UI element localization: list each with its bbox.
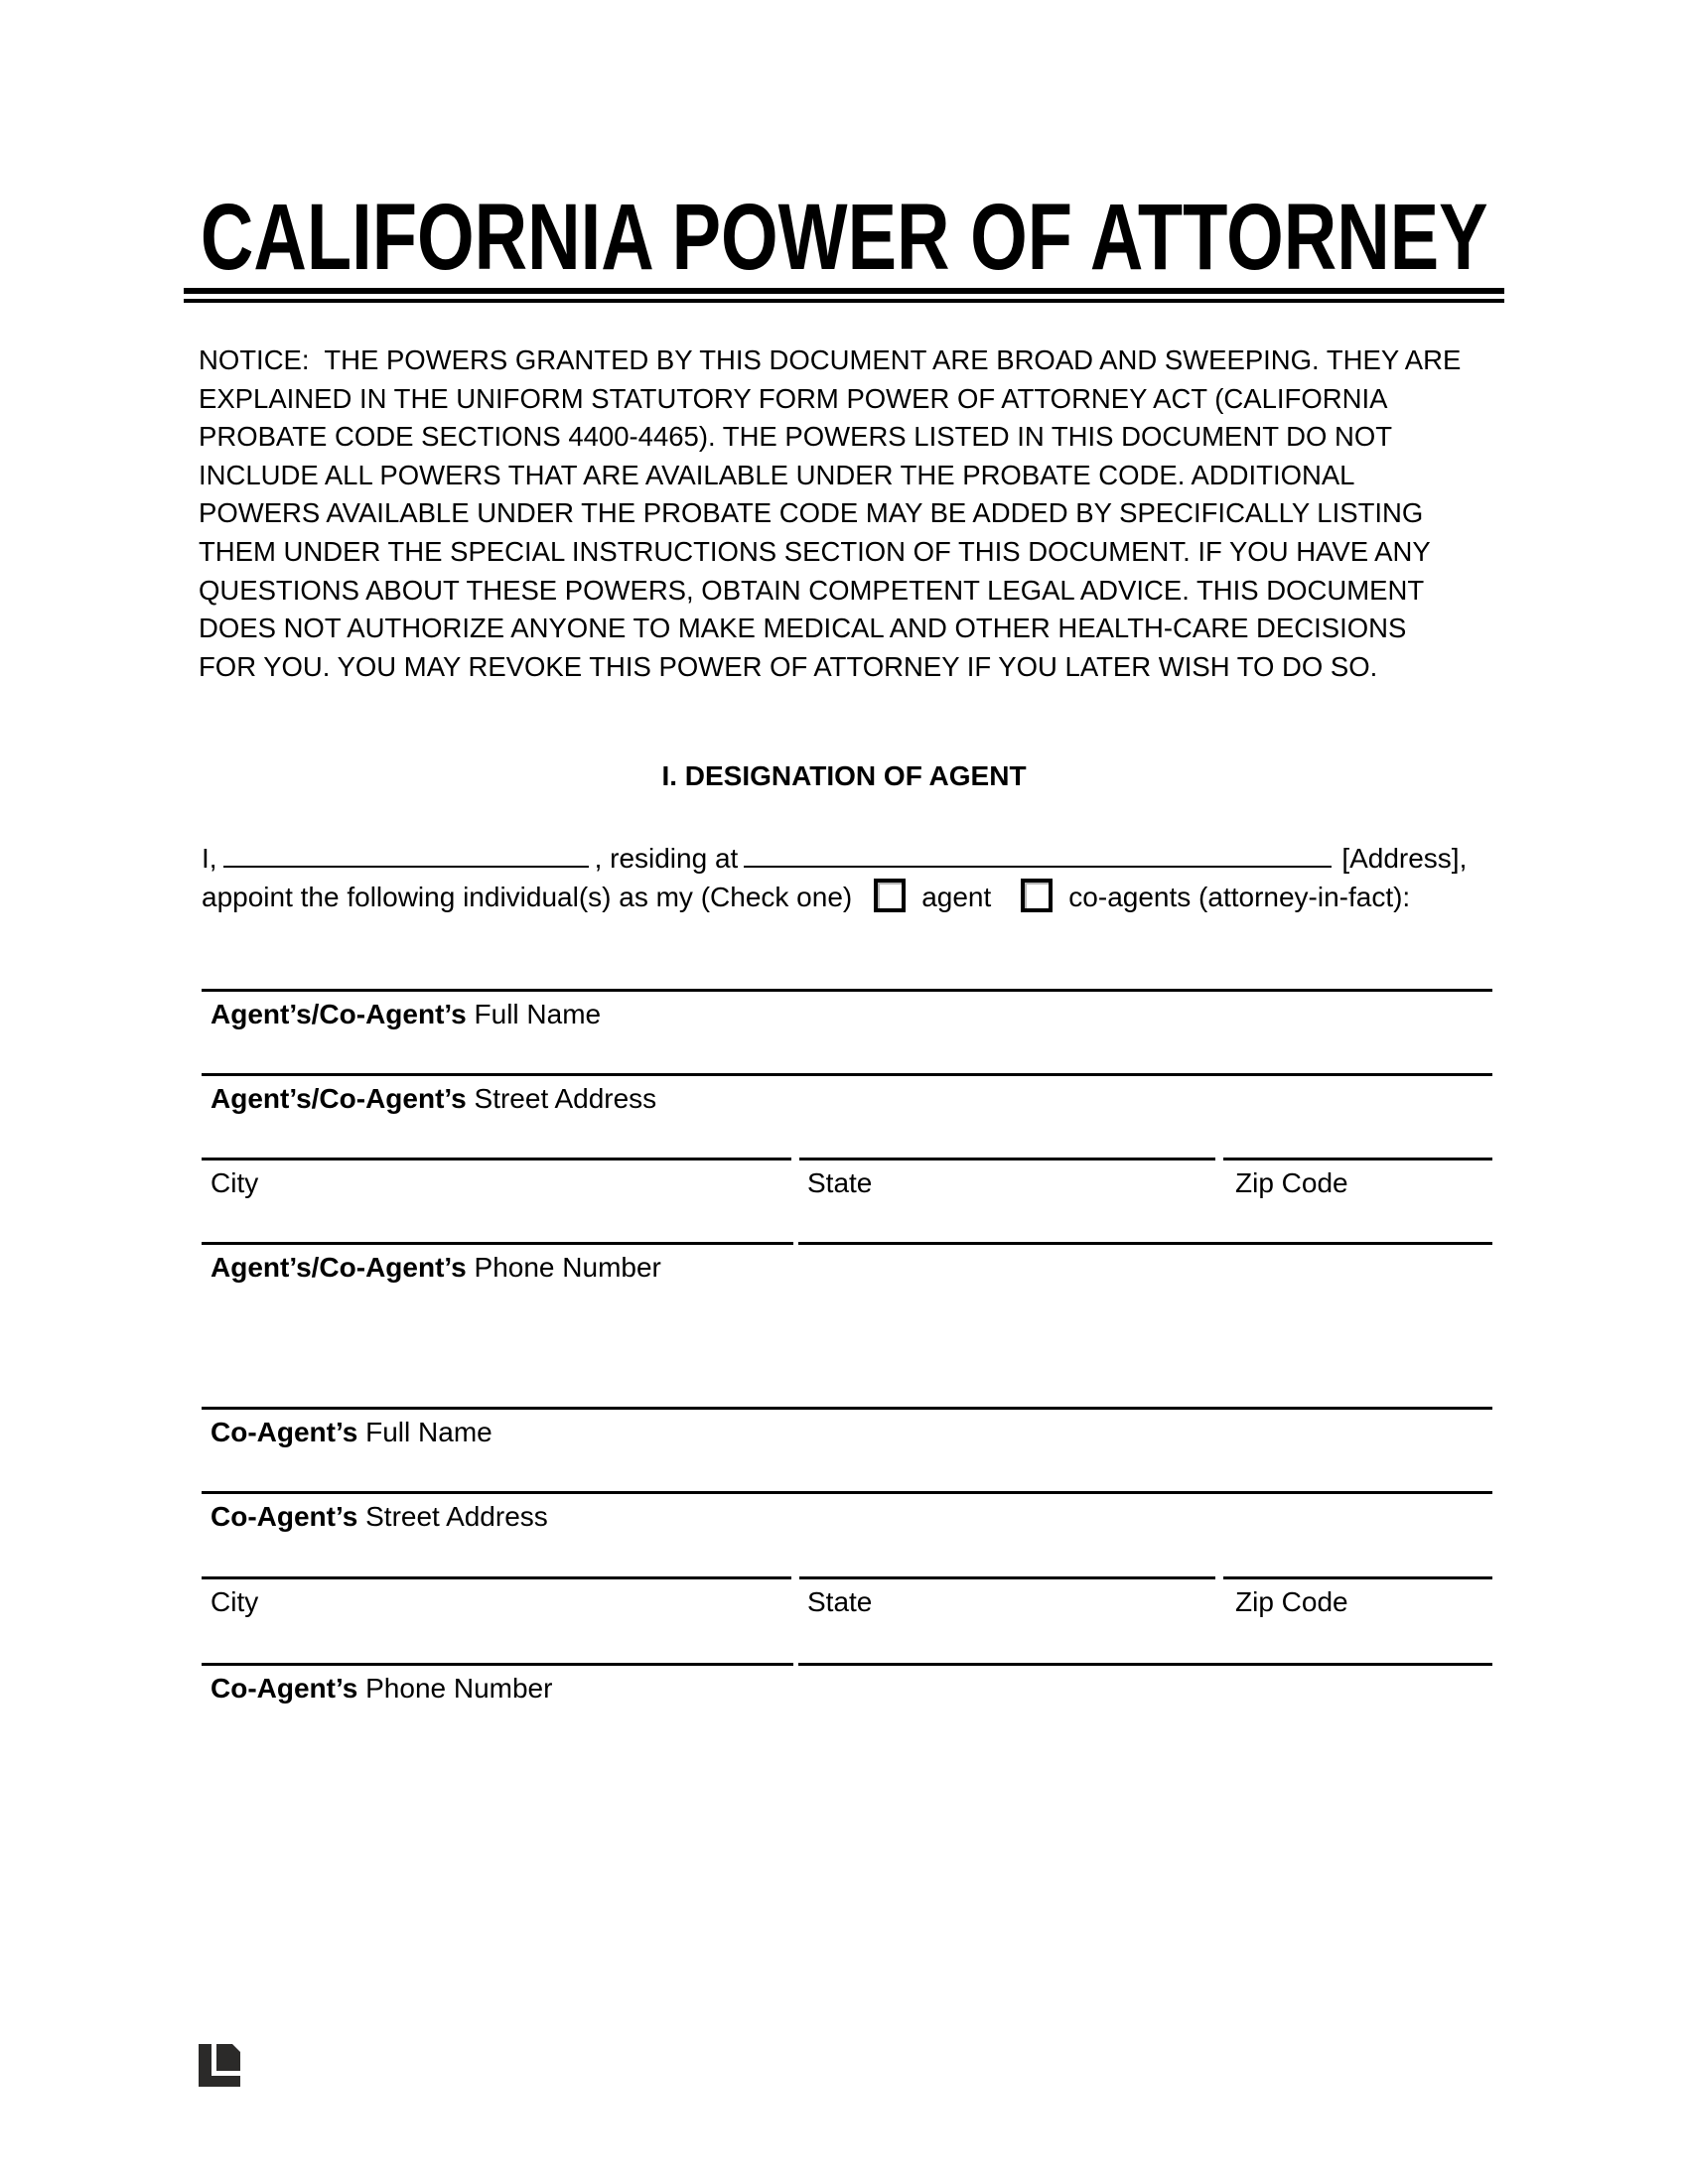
notice-line: PROBATE CODE SECTIONS 4400-4465). THE POWERS LISTED IN THIS DOCUMENT DO NOT <box>199 421 1393 453</box>
agent-full-name-label <box>202 992 1492 1032</box>
coagent-zip-label: Zip Code <box>1235 1586 1348 1617</box>
agent-option-label: agent <box>921 882 992 912</box>
principal-address-blank[interactable] <box>744 836 1332 868</box>
notice-line: DOES NOT AUTHORIZE ANYONE TO MAKE MEDICAL AND OTHER HEALTH-CARE DECISIONS <box>199 613 1407 644</box>
notice-paragraph <box>199 341 1499 686</box>
agent-full-name-field[interactable] <box>202 989 1492 1032</box>
coagent-street-address-field[interactable] <box>202 1491 1492 1535</box>
label-rest: Street Address <box>474 1083 657 1114</box>
document-title-wrap <box>0 185 1688 290</box>
agent-city-label: City <box>211 1167 259 1198</box>
agent-phone-field-cont[interactable] <box>798 1242 1492 1245</box>
agent-phone-label <box>202 1242 1492 1286</box>
notice-line: EXPLAINED IN THE UNIFORM STATUTORY FORM POWER OF ATTORNEY ACT (CALIFORNIA <box>199 382 1388 414</box>
agent-zip-label: Zip Code <box>1235 1167 1348 1198</box>
page-title: CALIFORNIA POWER OF ATTORNEY <box>200 185 1488 290</box>
co-agents-checkbox[interactable] <box>1021 879 1053 912</box>
coagent-street-address-label <box>202 1494 1492 1535</box>
coagent-city-label: City <box>211 1586 259 1617</box>
label-bold: Agent’s/Co-Agent’s <box>211 1252 467 1283</box>
label-rest: Full Name <box>474 999 602 1029</box>
agent-state-label: State <box>807 1167 873 1198</box>
coagent-state-label: State <box>807 1586 873 1617</box>
agent-phone-field[interactable] <box>202 1242 793 1245</box>
sentence1-prefix: I, <box>202 843 217 874</box>
label-bold: Agent’s/Co-Agent’s <box>211 1083 467 1114</box>
co-agents-option-label: co-agents (attorney-in-fact): <box>1068 882 1411 912</box>
agent-city-field[interactable] <box>202 1158 791 1160</box>
agent-checkbox[interactable] <box>874 879 906 912</box>
coagent-phone-label <box>202 1663 1492 1706</box>
designation-sentence-2 <box>202 878 1502 916</box>
notice-line: INCLUDE ALL POWERS THAT ARE AVAILABLE UNDER THE PROBATE CODE. ADDITIONAL <box>199 459 1355 490</box>
label-bold: Agent’s/Co-Agent’s <box>211 999 467 1029</box>
logo-l-foot-icon <box>199 2076 240 2087</box>
label-bold: Co-Agent’s <box>211 1417 358 1447</box>
notice-line: FOR YOU. YOU MAY REVOKE THIS POWER OF ATTORNEY IF YOU LATER WISH TO DO SO. <box>199 650 1378 682</box>
notice-line: NOTICE: THE POWERS GRANTED BY THIS DOCUMENT ARE BROAD AND SWEEPING. THEY ARE <box>199 344 1462 375</box>
logo-folded-page-icon <box>216 2044 240 2071</box>
coagent-phone-row <box>202 1663 1492 1706</box>
designation-sentence-1 <box>202 836 1502 878</box>
sentence2-before: appoint the following individual(s) as my (Check one) <box>202 882 853 912</box>
title-double-rule <box>184 288 1504 303</box>
sentence1-suffix: [Address], <box>1341 843 1468 874</box>
coagent-full-name-label <box>202 1410 1492 1450</box>
principal-name-blank[interactable] <box>223 836 589 868</box>
legal-templates-logo <box>199 2044 240 2087</box>
agent-street-address-field[interactable] <box>202 1073 1492 1117</box>
notice-line: THEM UNDER THE SPECIAL INSTRUCTIONS SECTION OF THIS DOCUMENT. IF YOU HAVE ANY <box>199 535 1431 567</box>
agent-street-address-label <box>202 1076 1492 1117</box>
agent-phone-row <box>202 1242 1492 1286</box>
coagent-city-field[interactable] <box>202 1576 791 1579</box>
label-bold: Co-Agent’s <box>211 1673 358 1704</box>
label-bold: Co-Agent’s <box>211 1501 358 1532</box>
notice-line: POWERS AVAILABLE UNDER THE PROBATE CODE MAY BE ADDED BY SPECIFICALLY LISTING <box>199 497 1424 529</box>
coagent-full-name-field[interactable] <box>202 1407 1492 1450</box>
sentence1-mid: , residing at <box>594 843 739 874</box>
notice-line: QUESTIONS ABOUT THESE POWERS, OBTAIN COMPETENT LEGAL ADVICE. THIS DOCUMENT <box>199 574 1425 606</box>
section-heading-designation-of-agent: I. DESIGNATION OF AGENT <box>661 760 1027 791</box>
label-rest: Phone Number <box>365 1673 553 1704</box>
coagent-phone-field-cont[interactable] <box>798 1663 1492 1666</box>
coagent-phone-field[interactable] <box>202 1663 793 1666</box>
label-rest: Street Address <box>365 1501 548 1532</box>
label-rest: Phone Number <box>474 1252 661 1283</box>
label-rest: Full Name <box>365 1417 492 1447</box>
